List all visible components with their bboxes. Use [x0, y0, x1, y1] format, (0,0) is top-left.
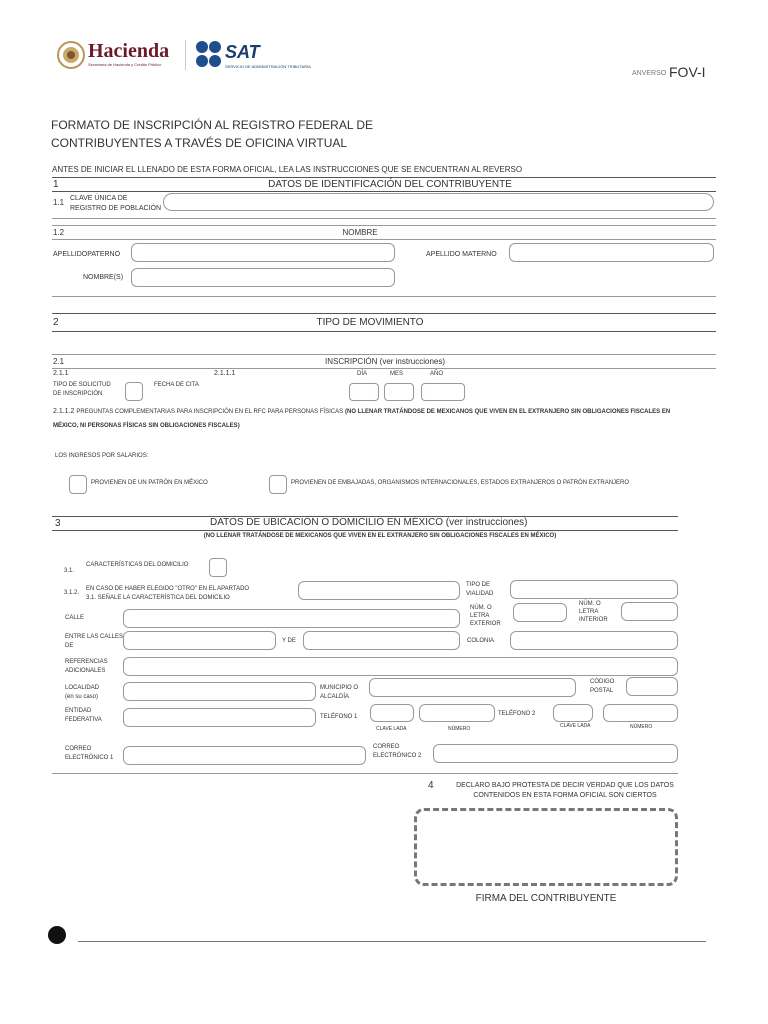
s312-number: 3.1.2.	[64, 590, 80, 596]
s2112-line	[53, 408, 713, 416]
tipo-vialidad-a: TIPO DE	[466, 582, 491, 588]
materno-input[interactable]	[509, 243, 714, 262]
declaro-a: DECLARO BAJO PROTESTA DE DECIR VERDAD QUE LOS DATOS	[456, 782, 674, 789]
signature-box[interactable]	[414, 808, 678, 886]
num-int-input[interactable]	[621, 602, 678, 621]
entre-b: DE	[65, 643, 74, 649]
section3-title-note: (ver instrucciones)	[445, 517, 528, 528]
dia-label: DÍA	[357, 371, 368, 377]
correo2-a: CORREO	[373, 744, 400, 750]
tel1-lada-input[interactable]	[370, 704, 414, 722]
y-de-label: Y DE	[282, 638, 296, 644]
entidad-b: FEDERATIVA	[65, 717, 102, 723]
form-title-line1: FORMATO DE INSCRIPCIÓN AL REGISTRO FEDERAL DE	[51, 118, 374, 132]
section2-top-rule	[52, 313, 716, 314]
num-int-c: INTERIOR	[579, 617, 608, 623]
hacienda-subtitle: Secretaría de Hacienda y Crédito Público	[88, 62, 162, 67]
section1-bottom-rule	[52, 191, 716, 192]
s31-number: 3.1.	[64, 568, 75, 574]
calle-input[interactable]	[123, 609, 460, 628]
entre-calle1-input[interactable]	[123, 631, 276, 650]
section2-bottom-rule	[52, 331, 716, 332]
cp-b: POSTAL	[590, 688, 614, 694]
s2112-text: PREGUNTAS COMPLEMENTARIAS PARA INSCRIPCIÓN EN EL RFC PARA PERSONAS FÍSICAS	[76, 409, 344, 415]
fecha-mes-input[interactable]	[384, 383, 414, 401]
s21-title: INSCRIPCIÓN (ver instrucciones)	[324, 357, 446, 366]
municipio-a: MUNICIPIO O	[320, 685, 359, 691]
footer-rule	[78, 941, 706, 942]
s21-bottom-rule	[52, 368, 716, 369]
correo2-b: ELECTRÓNICO 2	[373, 753, 422, 759]
sat-logo	[195, 40, 325, 72]
tipo-solicitud-input[interactable]	[125, 382, 143, 401]
nombres-input[interactable]	[131, 268, 395, 287]
section3-title: DATOS DE UBICACIÓN O DOMICILIO EN MÉXICO	[210, 517, 443, 528]
materno-label: APELLIDO MATERNO	[426, 251, 497, 258]
tel1-lada-caption: CLAVE LADA	[376, 726, 407, 732]
tel1-numero-input[interactable]	[419, 704, 495, 722]
num-ext-b: LETRA	[470, 613, 490, 619]
referencias-input[interactable]	[123, 657, 678, 676]
tipo-solicitud-a: TIPO DE SOLICITUD	[53, 382, 111, 388]
num-ext-a: NÚM. O	[470, 605, 492, 611]
section3-title-line	[210, 517, 527, 528]
logo-divider	[185, 40, 186, 70]
tel1-numero-caption: NÚMERO	[448, 726, 471, 732]
entre-calle2-input[interactable]	[303, 631, 460, 650]
correo1-input[interactable]	[123, 746, 366, 765]
s2111-number: 2.1.1.1	[214, 370, 236, 377]
section3-bottom-rule	[52, 530, 678, 531]
tipo-solicitud-b: DE INSCRIPCIÓN	[53, 391, 103, 397]
colonia-label: COLONIA	[467, 638, 495, 644]
num-ext-input[interactable]	[513, 603, 567, 622]
nombres-label: NOMBRE(S)	[83, 274, 124, 281]
opt2-checkbox[interactable]	[269, 475, 287, 494]
fecha-anio-input[interactable]	[421, 383, 465, 401]
fecha-dia-input[interactable]	[349, 383, 379, 401]
s31-label: CARACTERÍSTICAS DEL DOMICILIO	[86, 562, 189, 568]
opt2-label: PROVIENEN DE EMBAJADAS, ORGANISMOS INTERNACIONALES, ESTADOS EXTRANJEROS O PATRÓN EXTRANJERO	[291, 480, 630, 486]
section3-end-rule	[52, 773, 678, 774]
s211-number: 2.1.1	[53, 370, 69, 377]
section3-number: 3	[55, 518, 61, 529]
page-bullet	[48, 926, 66, 944]
caracteristicas-input[interactable]	[209, 558, 227, 577]
s11-rule	[52, 218, 716, 219]
municipio-b: ALCALDÍA	[320, 694, 350, 700]
paterno-input[interactable]	[131, 243, 395, 262]
s11-number: 1.1	[53, 198, 65, 207]
opt1-checkbox[interactable]	[69, 475, 87, 494]
correo1-a: CORREO	[65, 746, 92, 752]
s21-top-rule	[52, 354, 716, 355]
tel2-numero-input[interactable]	[603, 704, 678, 722]
s2112-number: 2.1.1.2	[53, 408, 75, 415]
sat-dots-icon	[195, 40, 225, 70]
municipio-input[interactable]	[369, 678, 576, 697]
section1-number: 1	[53, 179, 59, 190]
s312-a: EN CASO DE HABER ELEGIDO "OTRO" EN EL APARTADO	[86, 586, 250, 592]
localidad-a: LOCALIDAD	[65, 685, 100, 691]
section3-bold-note: (NO LLENAR TRATÁNDOSE DE MEXICANOS QUE VIVEN EN EL EXTRANJERO SIN OBLIGACIONES FISCALES EN MÉXICO)	[203, 533, 557, 539]
hacienda-seal-icon	[56, 40, 86, 70]
sat-name: SAT	[225, 42, 260, 62]
cp-a: CÓDIGO	[590, 679, 615, 685]
colonia-input[interactable]	[510, 631, 678, 650]
firma-label: FIRMA DEL CONTRIBUYENTE	[475, 893, 617, 904]
s12-bottom-rule	[52, 239, 716, 240]
side-label: ANVERSO	[632, 70, 667, 77]
tipo-vialidad-input[interactable]	[510, 580, 678, 599]
tel1-label: TELÉFONO 1	[320, 714, 358, 720]
s11-label-b: REGISTRO DE POBLACIÓN	[70, 205, 162, 212]
s2112-bold-b: MÉXICO, NI PERSONAS FÍSICAS SIN OBLIGACIONES FISCALES)	[53, 423, 240, 429]
section2-number: 2	[53, 317, 59, 328]
correo2-input[interactable]	[433, 744, 678, 763]
num-int-a: NÚM. O	[579, 601, 601, 607]
s2112-bold-a: (NO LLENAR TRATÁNDOSE DE MEXICANOS QUE VIVEN EN EL EXTRANJERO SIN OBLIGACIONES FISCALES EN	[345, 409, 671, 415]
section1-top-rule	[52, 177, 716, 178]
s312-b: 3.1. SEÑALE LA CARACTERÍSTICA DEL DOMICILIO	[86, 595, 230, 601]
section4-number: 4	[428, 780, 434, 791]
tel2-lada-caption: CLAVE LADA	[560, 723, 591, 729]
entidad-a: ENTIDAD	[65, 708, 92, 714]
tel2-label: TELÉFONO 2	[498, 711, 536, 717]
localidad-b: (en su caso)	[65, 694, 99, 700]
fecha-cita-label: FECHA DE CITA	[154, 382, 199, 388]
form-code: FOV-I	[669, 64, 706, 80]
entre-a: ENTRE LAS CALLES	[65, 634, 124, 640]
ref-b: ADICIONALES	[65, 668, 106, 674]
curp-input[interactable]	[163, 193, 714, 211]
anio-label: AÑO	[430, 371, 444, 377]
section2-title: TIPO DE MOVIMIENTO	[316, 317, 424, 328]
tipo-vialidad-b: VIALIDAD	[466, 591, 494, 597]
correo1-b: ELECTRÓNICO 1	[65, 755, 114, 761]
section1-title: DATOS DE IDENTIFICACIÓN DEL CONTRIBUYENTE	[268, 179, 512, 190]
hacienda-logo	[56, 40, 176, 72]
section1-end-rule	[52, 296, 716, 297]
s12-top-rule	[52, 225, 716, 226]
localidad-input[interactable]	[123, 682, 316, 701]
ingresos-label: LOS INGRESOS POR SALARIOS:	[55, 453, 149, 459]
form-title-line2: CONTRIBUYENTES A TRAVÉS DE OFICINA VIRTUAL	[51, 136, 348, 150]
num-int-b: LETRA	[579, 609, 599, 615]
tel2-lada-input[interactable]	[553, 704, 593, 722]
s11-label-a: CLAVE ÚNICA DE	[70, 195, 128, 202]
entidad-input[interactable]	[123, 708, 316, 727]
calle-label: CALLE	[65, 615, 85, 621]
num-ext-c: EXTERIOR	[470, 621, 501, 627]
sat-subtitle: SERVICIO DE ADMINISTRACIÓN TRIBUTARIA	[225, 64, 311, 69]
opt1-label: PROVIENEN DE UN PATRÓN EN MÉXICO	[91, 480, 208, 486]
intro-note: ANTES DE INICIAR EL LLENADO DE ESTA FORMA OFICIAL, LEA LAS INSTRUCCIONES QUE SE ENCUENTRAN AL REVERSO	[52, 165, 523, 174]
ref-a: REFERENCIAS	[65, 659, 108, 665]
mes-label: MES	[390, 371, 404, 377]
hacienda-name: Hacienda	[88, 40, 170, 62]
tel2-numero-caption: NÚMERO	[630, 724, 653, 730]
cp-input[interactable]	[626, 677, 678, 696]
s21-number: 2.1	[53, 357, 65, 366]
paterno-label: APELLIDOPATERNO	[53, 251, 121, 258]
s12-number: 1.2	[53, 228, 65, 237]
s12-title: NOMBRE	[342, 228, 378, 237]
declaro-b: CONTENIDOS EN ESTA FORMA OFICIAL SON CIERTOS	[473, 792, 657, 799]
s312-input[interactable]	[298, 581, 460, 600]
